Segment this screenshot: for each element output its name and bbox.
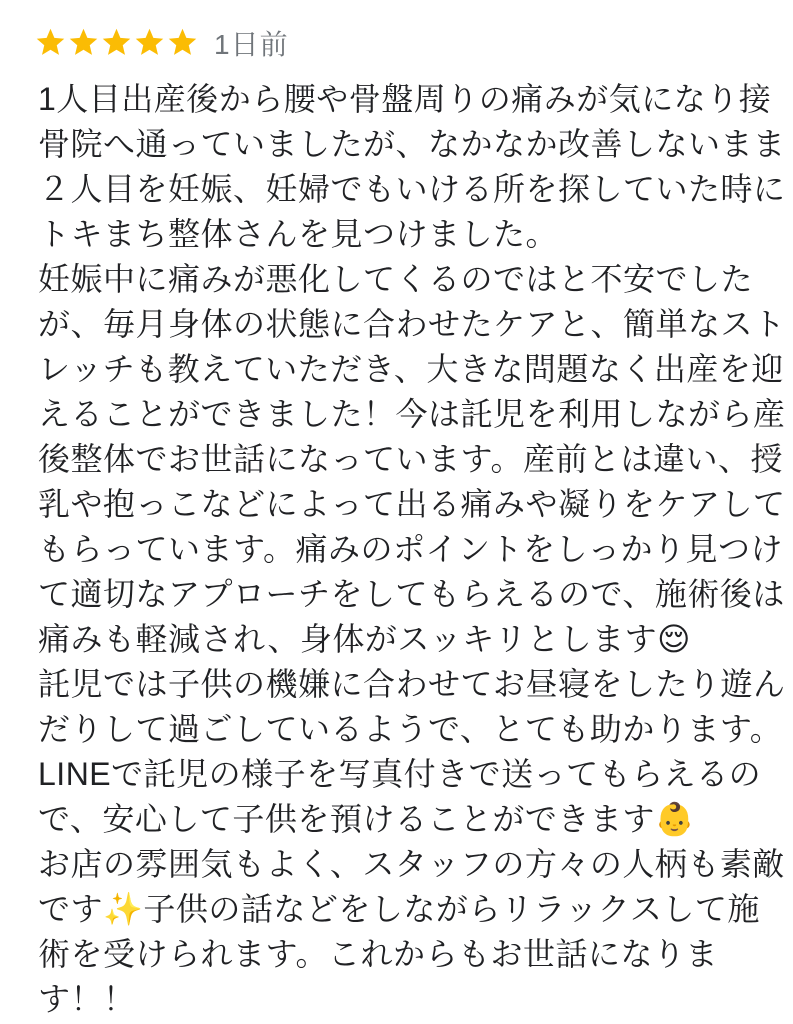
review-line: 妊娠中に痛みが悪化してくるのではと不安でした — [38, 261, 754, 297]
review-line: 術を受けられます。これからもお世話になりま — [38, 936, 718, 972]
review-line: 乳や抱っこなどによって出る痛みや凝りをケアして — [38, 486, 786, 522]
review-line: す！！ — [38, 981, 136, 1017]
review-line: だりして過ごしているようで、とても助かります。 — [38, 711, 783, 747]
review-line: LINEで託児の様子を写真付きで送ってもらえるの — [38, 756, 762, 792]
review-line: て適切なアプローチをしてもらえるので、施術後は — [38, 576, 785, 612]
review-line: お店の雰囲気もよく、スタッフの方々の人柄も素敵 — [38, 846, 785, 882]
review-line: 痛みも軽減され、身体がスッキリとします😌 — [38, 621, 691, 657]
review-line: えることができました！今は託児を利用しながら産 — [38, 396, 786, 432]
review-line: レッチも教えていただき、大きな問題なく出産を迎 — [38, 351, 784, 387]
review-line: 託児では子供の機嫌に合わせてお昼寝をしたり遊ん — [38, 666, 786, 702]
review-line: が、毎月身体の状態に合わせたケアと、簡単なスト — [38, 306, 786, 342]
star-icon — [67, 26, 100, 59]
star-icon — [34, 26, 67, 59]
review-line: 骨院へ通っていましたが、なかなか改善しないまま — [38, 126, 786, 162]
review-header — [38, 26, 757, 59]
review-line: もらっています。痛みのポイントをしっかり見つけ — [38, 531, 783, 567]
review-text — [38, 77, 786, 1022]
review-line: 1人目出産後から腰や骨盤周りの痛みが気になり接 — [38, 81, 772, 117]
review-line: です✨子供の話などをしながらリラックスして施 — [38, 891, 760, 927]
star-icon — [133, 26, 166, 59]
review-timestamp: 1日前 — [214, 28, 289, 60]
review-line: 後整体でお世話になっています。産前とは違い、授 — [38, 441, 783, 477]
review-line: で、安心して子供を預けることができます👶 — [38, 801, 696, 837]
review-line: トキまち整体さんを見つけました。 — [38, 216, 559, 252]
star-rating — [34, 26, 199, 59]
review-line: ２人目を妊娠、妊婦でもいける所を探していた時に — [38, 171, 786, 207]
star-icon — [166, 26, 199, 59]
star-icon — [100, 26, 133, 59]
